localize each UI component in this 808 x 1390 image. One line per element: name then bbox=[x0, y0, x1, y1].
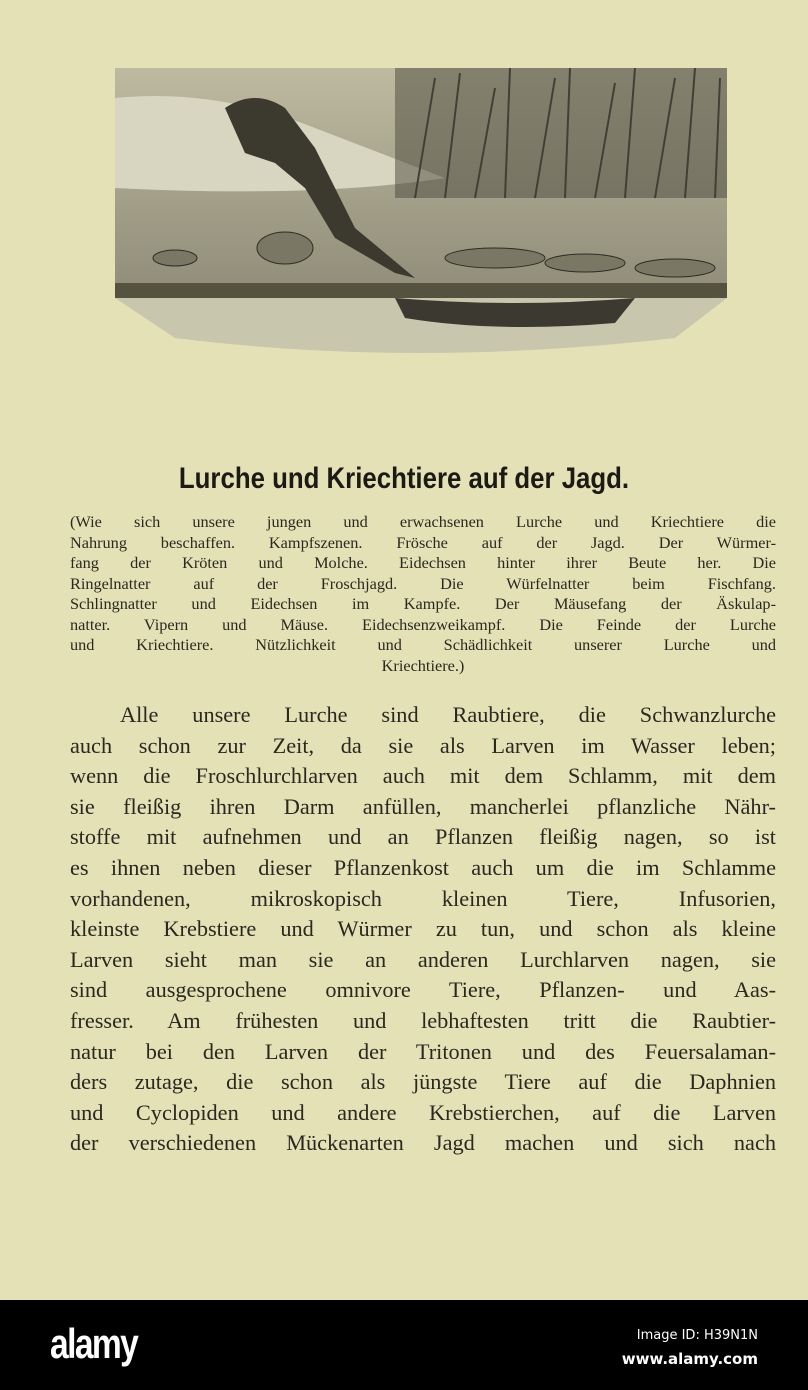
watermark-footer bbox=[0, 1300, 808, 1390]
image-id: Image ID: H39N1N bbox=[636, 1328, 758, 1343]
body-line: auch schon zur Zeit, da sie als Larven im Wasser leben; bbox=[70, 732, 776, 758]
body-line: stoffe mit aufnehmen und an Pflanzen fleißig nagen, so ist bbox=[70, 824, 776, 850]
body-line: es ihnen neben dieser Pflanzenkost auch um die im Schlamme bbox=[70, 854, 776, 880]
chapter-title: Lurche und Kriechtiere auf der Jagd. bbox=[178, 462, 630, 495]
body-line: ders zutage, die schon als jüngste Tiere auf die Daphnien bbox=[70, 1069, 776, 1095]
body-line: wenn die Froschlurchlarven auch mit dem Schlamm, mit dem bbox=[70, 763, 776, 789]
body-line: vorhandenen, mikroskopisch kleinen Tiere, Infusorien, bbox=[70, 885, 776, 911]
frog-illustration bbox=[115, 68, 727, 353]
body-text bbox=[70, 700, 776, 1159]
chapter-summary bbox=[70, 512, 776, 676]
body-line: sie fleißig ihren Darm anfüllen, mancherlei pflanzliche Nähr- bbox=[70, 793, 776, 819]
summary-line: Ringelnatter auf der Froschjagd. Die Würfelnatter beim Fischfang. bbox=[70, 573, 776, 593]
body-line: und Cyclopiden und andere Krebstierchen, auf die Larven bbox=[70, 1099, 776, 1125]
body-line: sind ausgesprochene omnivore Tiere, Pflanzen- und Aas- bbox=[70, 977, 776, 1003]
body-line: natur bei den Larven der Tritonen und des Feuersalaman- bbox=[70, 1038, 776, 1064]
summary-line: Nahrung beschaffen. Kampfszenen. Frösche auf der Jagd. Der Würmer- bbox=[70, 532, 776, 552]
summary-line: fang der Kröten und Molche. Eidechsen hinter ihrer Beute her. Die bbox=[70, 553, 776, 572]
summary-line: und Kriechtiere. Nützlichkeit und Schädlichkeit unserer Lurche und bbox=[70, 635, 776, 654]
summary-line: natter. Vipern und Mäuse. Eidechsenzweikampf. Die Feinde der Lurche bbox=[70, 614, 776, 634]
alamy-logo: alamy bbox=[50, 1320, 138, 1367]
summary-line: Kriechtiere.) bbox=[381, 655, 465, 675]
website-url: www.alamy.com bbox=[621, 1350, 758, 1368]
body-line: Larven sieht man sie an anderen Lurchlarven nagen, sie bbox=[70, 946, 776, 972]
body-line: Alle unsere Lurche sind Raubtiere, die Schwanzlurche bbox=[120, 702, 776, 727]
body-line: fresser. Am frühesten und lebhaftesten tritt die Raubtier- bbox=[70, 1007, 776, 1033]
body-line: der verschiedenen Mückenarten Jagd machen und sich nach bbox=[70, 1130, 776, 1156]
body-line: kleinste Krebstiere und Würmer zu tun, und schon als kleine bbox=[70, 916, 776, 942]
summary-line: Schlingnatter und Eidechsen im Kampfe. Der Mäusefang der Äskulap- bbox=[70, 594, 776, 613]
summary-line: (Wie sich unsere jungen und erwachsenen Lurche und Kriechtiere die bbox=[70, 512, 776, 531]
